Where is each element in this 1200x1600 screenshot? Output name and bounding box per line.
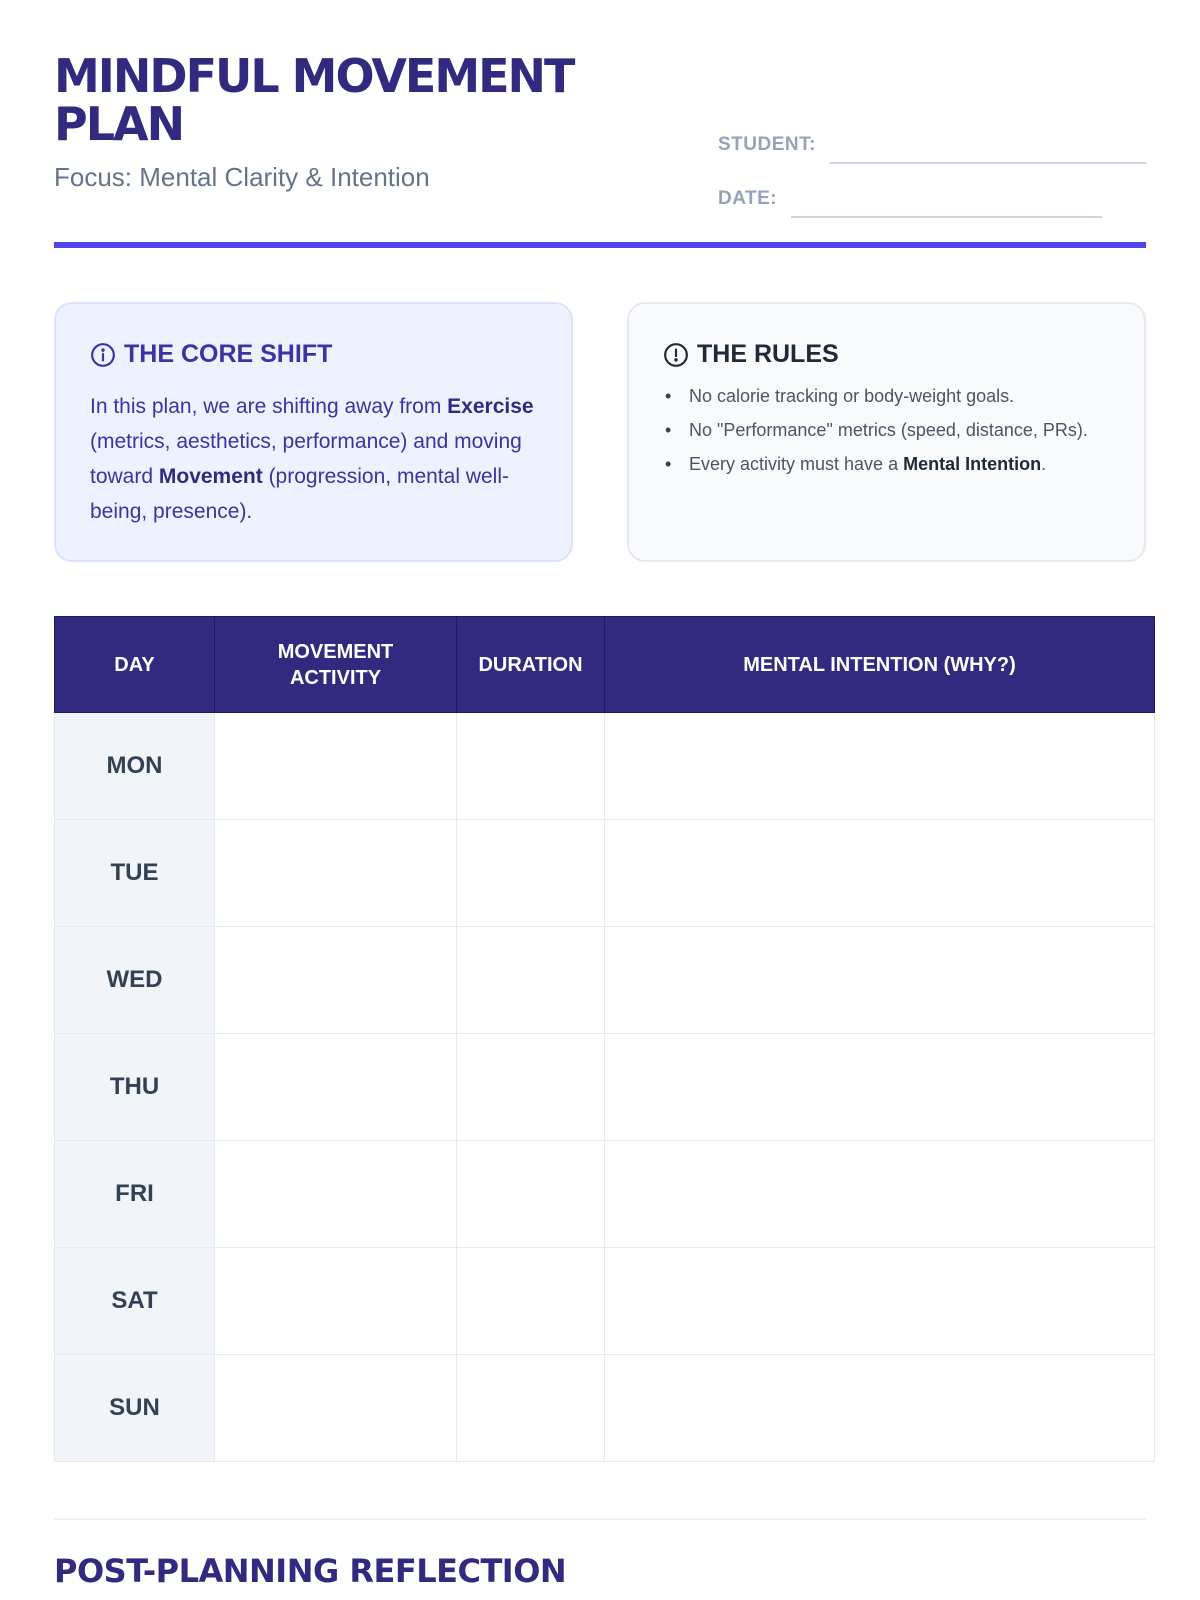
bullet-icon: •	[665, 420, 672, 440]
table-row	[55, 1355, 1155, 1462]
rules-list	[663, 383, 1110, 477]
column-header-intention: MENTAL INTENTION (WHY?)	[605, 617, 1155, 713]
alert-circle-icon	[663, 342, 689, 368]
core-shift-heading	[90, 340, 537, 369]
activity-cell[interactable]	[215, 713, 457, 820]
intention-cell[interactable]	[605, 1034, 1155, 1141]
day-cell: SAT	[55, 1248, 215, 1355]
core-text-exercise: Exercise	[447, 395, 534, 418]
day-cell: TUE	[55, 820, 215, 927]
activity-cell[interactable]	[215, 820, 457, 927]
activity-cell[interactable]	[215, 1355, 457, 1462]
column-header-duration: DURATION	[457, 617, 605, 713]
reflection-heading: POST-PLANNING REFLECTION	[54, 1552, 567, 1590]
day-cell: FRI	[55, 1141, 215, 1248]
rule-text: No calorie tracking or body-weight goals.	[689, 386, 1015, 406]
day-cell: WED	[55, 927, 215, 1034]
student-field[interactable]	[830, 134, 1146, 164]
duration-cell[interactable]	[457, 927, 605, 1034]
info-circle-icon	[90, 342, 116, 368]
student-row	[718, 110, 1146, 164]
activity-cell[interactable]	[215, 1034, 457, 1141]
intention-cell[interactable]	[605, 713, 1155, 820]
student-label: STUDENT:	[718, 134, 816, 155]
intention-cell[interactable]	[605, 927, 1155, 1034]
duration-cell[interactable]	[457, 820, 605, 927]
page-subtitle: Focus: Mental Clarity & Intention	[54, 162, 430, 192]
duration-cell[interactable]	[457, 1248, 605, 1355]
intention-cell[interactable]	[605, 1141, 1155, 1248]
core-text-movement: Movement	[158, 465, 263, 488]
table-row	[55, 1034, 1155, 1141]
column-header-activity: MOVEMENT ACTIVITY	[215, 617, 457, 713]
bullet-icon: •	[665, 454, 672, 474]
rules-title: THE RULES	[697, 340, 839, 368]
weekly-plan-table	[54, 616, 1155, 1462]
date-row	[718, 164, 1146, 218]
table-row	[55, 1141, 1155, 1248]
section-divider	[54, 1518, 1146, 1520]
core-shift-text	[90, 389, 537, 529]
table-row	[55, 1248, 1155, 1355]
table-row	[55, 713, 1155, 820]
day-cell: SUN	[55, 1355, 215, 1462]
table-header-row	[55, 617, 1155, 713]
activity-cell[interactable]	[215, 1248, 457, 1355]
rule-text: No "Performance" metrics (speed, distance, PRs).	[689, 420, 1088, 440]
activity-cell[interactable]	[215, 1141, 457, 1248]
duration-cell[interactable]	[457, 713, 605, 820]
bullet-icon: •	[665, 386, 672, 406]
intention-cell[interactable]	[605, 1355, 1155, 1462]
duration-cell[interactable]	[457, 1355, 605, 1462]
core-shift-card	[54, 302, 573, 562]
table-row	[55, 820, 1155, 927]
activity-cell[interactable]	[215, 927, 457, 1034]
core-text-part-1: In this plan, we are shifting away from	[90, 395, 448, 418]
header	[54, 49, 1146, 252]
rule-item	[663, 451, 1110, 477]
info-cards	[54, 302, 1146, 562]
intention-cell[interactable]	[605, 1248, 1155, 1355]
core-text-part-2: (metrics, aesthetics, performance) and moving toward	[90, 430, 522, 488]
rules-card	[627, 302, 1146, 562]
date-field[interactable]	[791, 188, 1102, 218]
rule-text: Every activity must have a	[689, 454, 904, 474]
core-shift-title: THE CORE SHIFT	[124, 340, 333, 368]
page-title: MINDFUL MOVEMENT PLAN	[54, 49, 574, 151]
student-meta	[718, 110, 1146, 218]
duration-cell[interactable]	[457, 1141, 605, 1248]
intention-cell[interactable]	[605, 820, 1155, 927]
column-header-day: DAY	[55, 617, 215, 713]
header-divider	[54, 242, 1146, 248]
rule-text-tail: .	[1041, 454, 1047, 474]
duration-cell[interactable]	[457, 1034, 605, 1141]
date-label: DATE:	[718, 188, 778, 209]
day-cell: MON	[55, 713, 215, 820]
table-row	[55, 927, 1155, 1034]
rules-heading	[663, 340, 1110, 369]
rule-text-bold: Mental Intention	[903, 454, 1042, 474]
day-cell: THU	[55, 1034, 215, 1141]
core-text-part-3: (progression, mental well-being, presence).	[90, 465, 509, 523]
rule-item	[663, 417, 1110, 443]
rule-item	[663, 383, 1110, 409]
